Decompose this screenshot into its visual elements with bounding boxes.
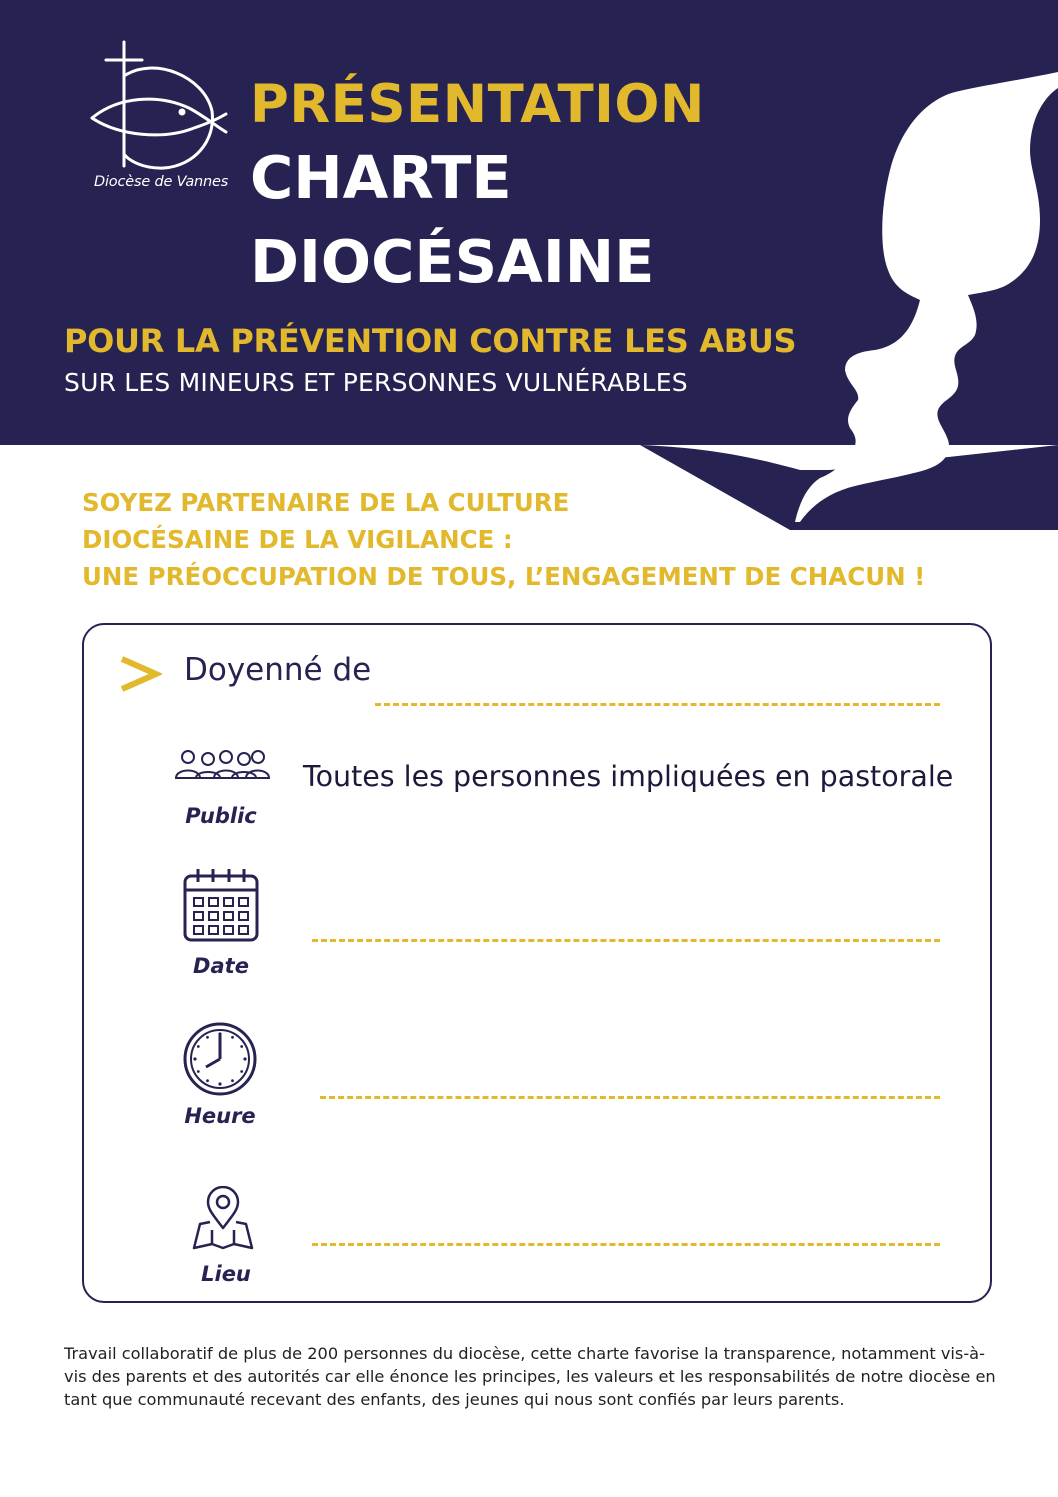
heure-label: Heure xyxy=(184,1104,256,1128)
doyenne-input-line[interactable] xyxy=(375,703,940,706)
date-label: Date xyxy=(193,954,249,978)
date-input-line[interactable] xyxy=(312,939,940,942)
public-label: Public xyxy=(185,804,257,828)
subtitle-prevention: POUR LA PRÉVENTION CONTRE LES ABUS xyxy=(64,322,797,360)
logo-text: Diocèse de Vannes xyxy=(94,174,229,190)
title-charte: CHARTE xyxy=(250,143,512,212)
map-pin-icon xyxy=(192,1186,254,1252)
calendar-icon xyxy=(182,866,260,944)
doyenne-label: Doyenné de xyxy=(184,652,372,688)
title-presentation: PRÉSENTATION xyxy=(250,74,705,135)
tagline-line2: DIOCÉSAINE DE LA VIGILANCE : xyxy=(82,525,513,554)
footer-text: Travail collaboratif de plus de 200 personnes du diocèse, cette charte favorise la transparence, notamment vis-à-vis des parents et des autorités car elle énonce les principes, les valeurs et les responsabilités de notre diocèse en tant que communauté recevant des enfants, des jeunes qui nous sont confiés par leurs parents. xyxy=(64,1344,996,1409)
lieu-input-line[interactable] xyxy=(312,1243,940,1246)
clock-icon xyxy=(182,1021,258,1097)
tagline-line1: SOYEZ PARTENAIRE DE LA CULTURE xyxy=(82,488,570,517)
people-group-icon xyxy=(174,748,270,780)
cross-fish-logo xyxy=(84,36,244,196)
public-value: Toutes les personnes impliquées en pastorale xyxy=(303,760,954,793)
tagline xyxy=(82,484,925,595)
title-diocesaine: DIOCÉSAINE xyxy=(250,227,655,296)
subtitle-mineurs: SUR LES MINEURS ET PERSONNES VULNÉRABLES xyxy=(64,368,688,397)
chevron-right-icon xyxy=(118,655,162,693)
heure-input-line[interactable] xyxy=(320,1096,940,1099)
tagline-line3: UNE PRÉOCCUPATION DE TOUS, L’ENGAGEMENT DE CHACUN ! xyxy=(82,562,926,591)
lieu-label: Lieu xyxy=(201,1262,251,1286)
